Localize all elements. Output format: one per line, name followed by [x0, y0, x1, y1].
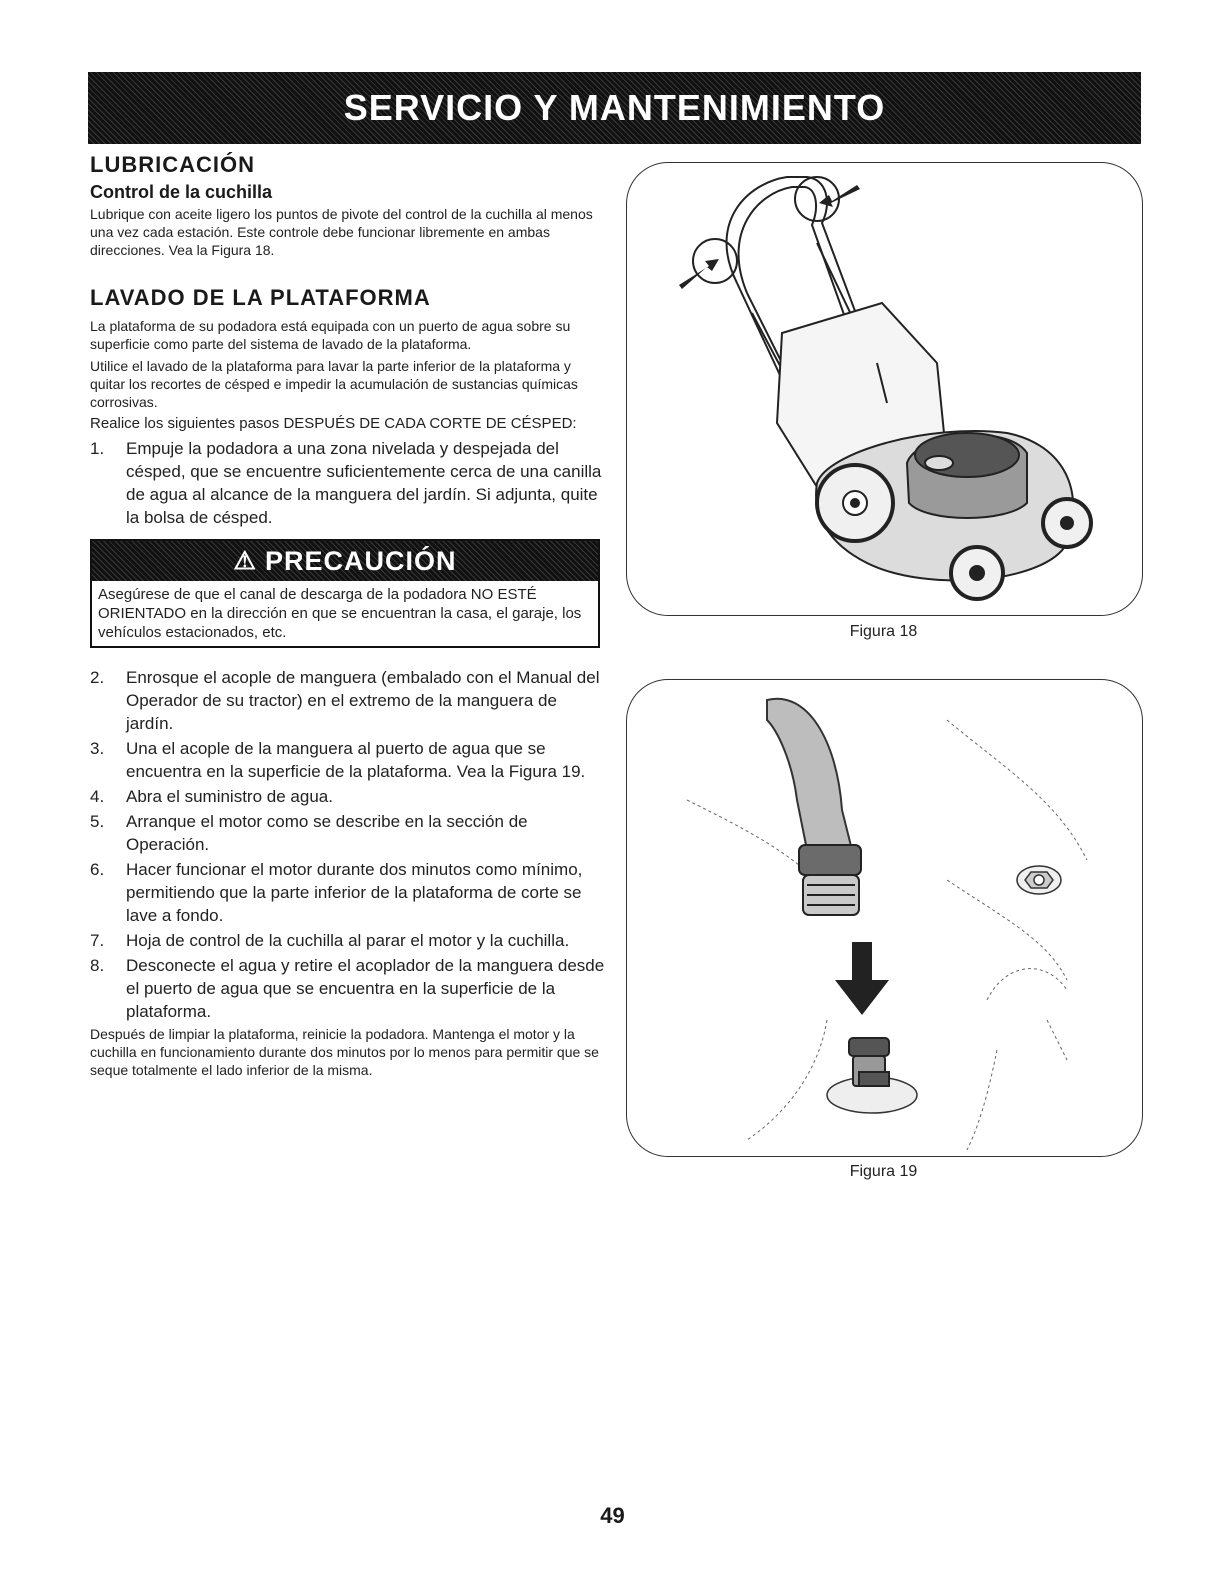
list-item — [90, 437, 608, 529]
caution-box — [90, 539, 600, 648]
section-title: SERVICIO Y MANTENIMIENTO — [343, 87, 886, 128]
step-text: Hoja de control de la cuchilla al parar el motor y la cuchilla. — [126, 931, 570, 950]
lubricacion-heading: LUBRICACIÓN — [90, 152, 255, 177]
control-cuchilla-subheading: Control de la cuchilla — [90, 182, 273, 202]
figure-18-caption: Figura 18 — [849, 623, 918, 640]
step-number: 6. — [90, 860, 105, 879]
hose-coupler-illustration — [627, 680, 1142, 1156]
step-number: 7. — [90, 931, 105, 950]
caution-header — [92, 541, 598, 581]
list-item — [90, 929, 608, 952]
list-item — [90, 737, 608, 783]
lawn-mower-illustration — [627, 163, 1142, 615]
step-number: 5. — [90, 812, 105, 831]
steps-list-before — [90, 437, 608, 529]
step-number: 8. — [90, 956, 105, 975]
lavado-paragraph-1: La plataforma de su podadora está equipada con un puerto de agua sobre su superficie como parte del sistema de lavado de la plataforma. — [90, 318, 571, 352]
caution-title: PRECAUCIÓN — [264, 545, 457, 576]
caution-text: Asegúrese de que el canal de descarga de la podadora NO ESTÉ ORIENTADO en la dirección en que se encuentran la casa, el garaje, los vehículos estacionados, etc. — [98, 586, 582, 641]
figure-18-frame — [626, 162, 1143, 616]
left-column — [90, 152, 608, 1083]
list-item — [90, 858, 608, 927]
step-text: Empuje la podadora a una zona nivelada y despejada del césped, que se encuentre suficientemente cerca de una canilla de agua al alcance de la manguera del jardín. Si adjunta, quite la bolsa de césped. — [126, 439, 602, 527]
step-text: Arranque el motor como se describe en la sección de Operación. — [126, 812, 528, 854]
list-item — [90, 954, 608, 1023]
step-text: Hacer funcionar el motor durante dos minutos como mínimo, permitiendo que la parte inferior de la plataforma de corte se lave a fondo. — [126, 860, 583, 925]
page-number: 49 — [600, 1503, 625, 1528]
step-text: Desconecte el agua y retire el acoplador de la manguera desde el puerto de agua que se encuentra en la superficie de la plataforma. — [126, 956, 605, 1021]
step-number: 4. — [90, 787, 105, 806]
step-text: Una el acople de la manguera al puerto de agua que se encuentra en la superficie de la plataforma. Vea la Figura 19. — [126, 739, 586, 781]
figure-19-frame — [626, 679, 1143, 1157]
step-number: 2. — [90, 668, 105, 687]
section-banner — [88, 72, 1141, 144]
lavado-heading: LAVADO DE LA PLATAFORMA — [90, 285, 431, 310]
closing-text: Después de limpiar la plataforma, reinicie la podadora. Mantenga el motor y la cuchilla en funcionamiento durante dos minutos por lo menos para permitir que se seque totalmente el lado inferior de la misma. — [90, 1026, 599, 1078]
step-text: Enrosque el acople de manguera (embalado con el Manual del Operador de su tractor) en el extremo de la manguera de jardín. — [126, 668, 600, 733]
lavado-paragraph-3: Realice los siguientes pasos DESPUÉS DE CADA CORTE DE CÉSPED: — [90, 415, 577, 432]
steps-list-after — [90, 666, 608, 1023]
warning-icon: ⚠ — [233, 547, 257, 575]
lavado-paragraph-2: Utilice el lavado de la plataforma para lavar la parte inferior de la plataforma y quitar los recortes de césped e impedir la acumulación de sustancias químicas corrosivas. — [90, 358, 578, 410]
list-item — [90, 810, 608, 856]
figure-19-caption: Figura 19 — [849, 1163, 918, 1180]
list-item — [90, 666, 608, 735]
list-item — [90, 785, 608, 808]
lubricacion-text: Lubrique con aceite ligero los puntos de pivote del control de la cuchilla al menos una vez cada estación. Este controle debe funcionar libremente en ambas direcciones. Vea la Figura 18. — [90, 206, 593, 258]
step-text: Abra el suministro de agua. — [126, 787, 333, 806]
step-number: 3. — [90, 739, 105, 758]
step-number: 1. — [90, 439, 105, 458]
